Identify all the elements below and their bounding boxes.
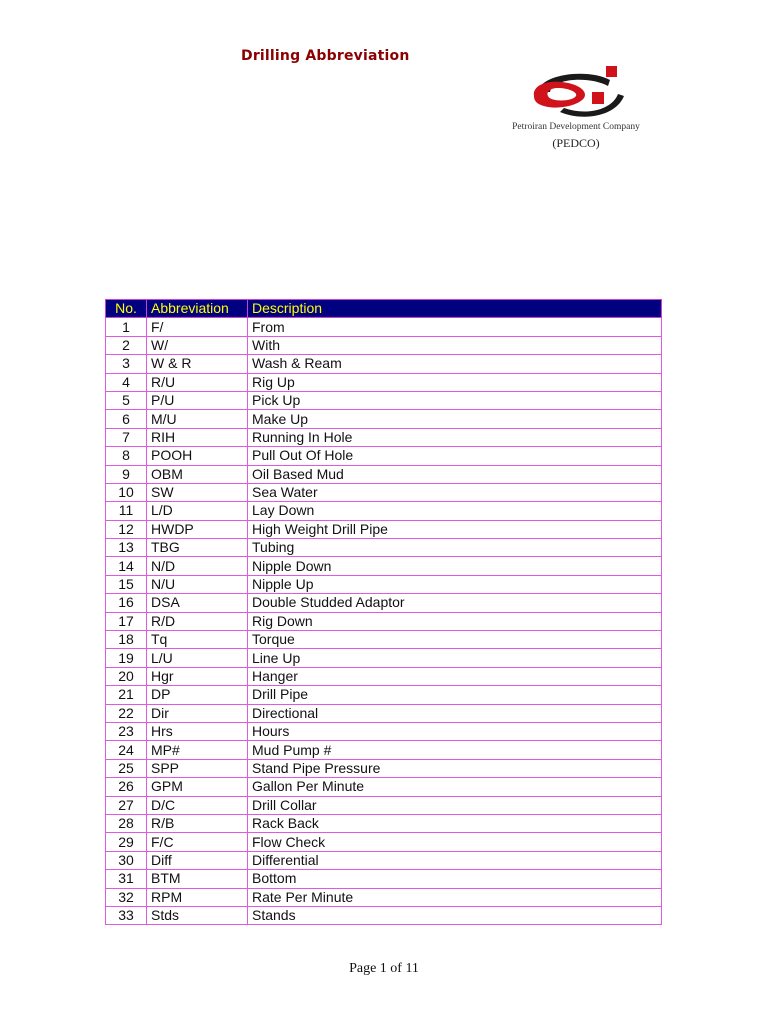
row-description: Bottom <box>248 870 662 888</box>
row-number: 21 <box>106 686 147 704</box>
row-number: 10 <box>106 483 147 501</box>
company-abbreviation: (PEDCO) <box>552 136 600 150</box>
row-description: Hours <box>248 722 662 740</box>
row-abbreviation: L/U <box>147 649 248 667</box>
table-row <box>106 373 662 391</box>
row-number: 22 <box>106 704 147 722</box>
row-description: Torque <box>248 631 662 649</box>
row-number: 14 <box>106 557 147 575</box>
row-description: Drill Collar <box>248 796 662 814</box>
table-row <box>106 667 662 685</box>
table-row <box>106 336 662 354</box>
row-number: 29 <box>106 833 147 851</box>
table-row <box>106 502 662 520</box>
row-abbreviation: R/U <box>147 373 248 391</box>
table-row <box>106 759 662 777</box>
row-number: 5 <box>106 391 147 409</box>
row-description: Stands <box>248 906 662 924</box>
row-abbreviation: DSA <box>147 594 248 612</box>
table-row <box>106 631 662 649</box>
row-description: Running In Hole <box>248 428 662 446</box>
row-description: Nipple Down <box>248 557 662 575</box>
row-abbreviation: D/C <box>147 796 248 814</box>
table-row <box>106 778 662 796</box>
row-abbreviation: RPM <box>147 888 248 906</box>
row-abbreviation: W & R <box>147 355 248 373</box>
row-abbreviation: Diff <box>147 851 248 869</box>
row-abbreviation: R/D <box>147 612 248 630</box>
row-description: From <box>248 318 662 336</box>
row-abbreviation: DP <box>147 686 248 704</box>
table-row <box>106 814 662 832</box>
row-abbreviation: M/U <box>147 410 248 428</box>
row-number: 17 <box>106 612 147 630</box>
row-abbreviation: MP# <box>147 741 248 759</box>
table-row <box>106 888 662 906</box>
row-description: Drill Pipe <box>248 686 662 704</box>
row-abbreviation: Stds <box>147 906 248 924</box>
row-abbreviation: GPM <box>147 778 248 796</box>
row-number: 20 <box>106 667 147 685</box>
row-abbreviation: Hrs <box>147 722 248 740</box>
row-abbreviation: Tq <box>147 631 248 649</box>
row-number: 6 <box>106 410 147 428</box>
table-row <box>106 649 662 667</box>
table-row <box>106 483 662 501</box>
table-row <box>106 557 662 575</box>
row-abbreviation: W/ <box>147 336 248 354</box>
row-number: 8 <box>106 447 147 465</box>
table-row <box>106 906 662 924</box>
row-description: Rig Down <box>248 612 662 630</box>
table-row <box>106 686 662 704</box>
row-abbreviation: F/ <box>147 318 248 336</box>
row-number: 18 <box>106 631 147 649</box>
row-abbreviation: SPP <box>147 759 248 777</box>
company-logo <box>500 66 660 156</box>
table-row <box>106 704 662 722</box>
table-row <box>106 796 662 814</box>
row-description: Hanger <box>248 667 662 685</box>
page-number: Page 1 of 11 <box>349 961 419 976</box>
row-description: Make Up <box>248 410 662 428</box>
row-abbreviation: N/U <box>147 575 248 593</box>
company-name: Petroiran Development Company <box>512 122 640 132</box>
row-number: 7 <box>106 428 147 446</box>
table-row <box>106 520 662 538</box>
row-description: Pull Out Of Hole <box>248 447 662 465</box>
column-header-description: Description <box>248 300 662 318</box>
row-abbreviation: RIH <box>147 428 248 446</box>
row-number: 31 <box>106 870 147 888</box>
row-abbreviation: N/D <box>147 557 248 575</box>
row-number: 33 <box>106 906 147 924</box>
table-row <box>106 428 662 446</box>
row-number: 2 <box>106 336 147 354</box>
row-description: Oil Based Mud <box>248 465 662 483</box>
row-number: 15 <box>106 575 147 593</box>
row-abbreviation: Dir <box>147 704 248 722</box>
row-abbreviation: L/D <box>147 502 248 520</box>
row-description: Wash & Ream <box>248 355 662 373</box>
table-header-row <box>106 300 662 318</box>
row-number: 16 <box>106 594 147 612</box>
row-abbreviation: OBM <box>147 465 248 483</box>
page-title: Drilling Abbreviation <box>241 48 410 64</box>
row-abbreviation: R/B <box>147 814 248 832</box>
row-description: Sea Water <box>248 483 662 501</box>
row-number: 19 <box>106 649 147 667</box>
row-description: High Weight Drill Pipe <box>248 520 662 538</box>
row-number: 4 <box>106 373 147 391</box>
row-description: With <box>248 336 662 354</box>
row-description: Directional <box>248 704 662 722</box>
table-row <box>106 391 662 409</box>
row-number: 26 <box>106 778 147 796</box>
row-description: Pick Up <box>248 391 662 409</box>
column-header-no: No. <box>106 300 147 318</box>
row-description: Stand Pipe Pressure <box>248 759 662 777</box>
row-abbreviation: Hgr <box>147 667 248 685</box>
row-description: Flow Check <box>248 833 662 851</box>
row-number: 1 <box>106 318 147 336</box>
table-row <box>106 447 662 465</box>
table-row <box>106 594 662 612</box>
row-description: Rate Per Minute <box>248 888 662 906</box>
row-description: Gallon Per Minute <box>248 778 662 796</box>
row-description: Double Studded Adaptor <box>248 594 662 612</box>
row-number: 32 <box>106 888 147 906</box>
row-number: 28 <box>106 814 147 832</box>
row-number: 27 <box>106 796 147 814</box>
row-number: 24 <box>106 741 147 759</box>
table-row <box>106 410 662 428</box>
row-abbreviation: F/C <box>147 833 248 851</box>
row-description: Rack Back <box>248 814 662 832</box>
table-row <box>106 612 662 630</box>
row-number: 3 <box>106 355 147 373</box>
row-number: 30 <box>106 851 147 869</box>
table-row <box>106 870 662 888</box>
row-abbreviation: POOH <box>147 447 248 465</box>
row-description: Line Up <box>248 649 662 667</box>
row-number: 13 <box>106 539 147 557</box>
table-row <box>106 355 662 373</box>
table-row <box>106 539 662 557</box>
row-number: 11 <box>106 502 147 520</box>
row-abbreviation: BTM <box>147 870 248 888</box>
row-description: Rig Up <box>248 373 662 391</box>
row-description: Lay Down <box>248 502 662 520</box>
row-abbreviation: P/U <box>147 391 248 409</box>
column-header-abbreviation: Abbreviation <box>147 300 248 318</box>
row-abbreviation: HWDP <box>147 520 248 538</box>
pedco-logo-icon <box>528 66 624 120</box>
row-description: Tubing <box>248 539 662 557</box>
row-description: Differential <box>248 851 662 869</box>
abbreviation-table <box>105 299 662 925</box>
table-body <box>106 318 662 925</box>
row-number: 25 <box>106 759 147 777</box>
table-row <box>106 722 662 740</box>
table-row <box>106 851 662 869</box>
row-number: 9 <box>106 465 147 483</box>
row-number: 23 <box>106 722 147 740</box>
table-row <box>106 575 662 593</box>
row-abbreviation: SW <box>147 483 248 501</box>
table-row <box>106 741 662 759</box>
table-row <box>106 833 662 851</box>
row-abbreviation: TBG <box>147 539 248 557</box>
table-row <box>106 465 662 483</box>
row-number: 12 <box>106 520 147 538</box>
row-description: Mud Pump # <box>248 741 662 759</box>
row-description: Nipple Up <box>248 575 662 593</box>
table-row <box>106 318 662 336</box>
